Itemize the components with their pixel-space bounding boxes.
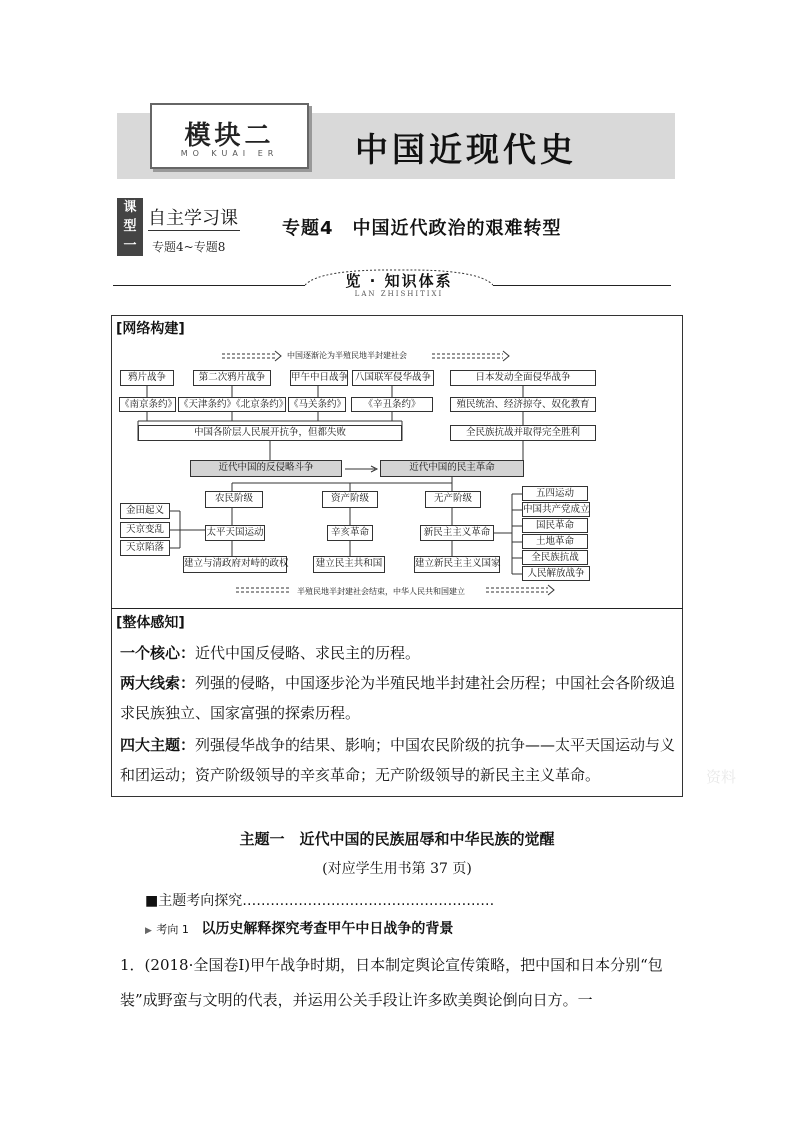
democratic-revolution-box: 近代中国的民主革命 (380, 460, 524, 477)
treaty-boxer: 《辛丑条约》 (351, 397, 433, 412)
lesson-tag (117, 198, 143, 256)
treaty-nanjing: 《南京条约》 (120, 399, 178, 410)
war-second-opium: 第二次鸦片战争 (193, 370, 271, 386)
direction-text: 以历史解释探究考查甲午中日战争的背景 (201, 921, 454, 937)
summary-text: 近代中国反侵略、求民主的历程。 (195, 644, 421, 662)
result-xinhai: 建立民主共和国 (313, 556, 385, 573)
treaty-tianjin-beijing: 《天津条约》《北京条约》 (179, 399, 289, 410)
stage-liberation-war: 人民解放战争 (522, 566, 590, 581)
result-taiping: 建立与清政府对峙的政权 (183, 556, 287, 573)
summary-line-themes (120, 730, 676, 790)
summary-text: 列强的侵略，中国逐步沦为半殖民地半封建社会历程；中国社会各阶级追求民族独立、国家富强的探索历程。 (120, 674, 676, 722)
movement-new-democratic: 新民主主义革命 (420, 525, 494, 541)
anti-aggression-box: 近代中国的反侵略斗争 (190, 460, 342, 477)
lesson-title: 自主学习课 (148, 208, 238, 229)
event-jintian: 金田起义 (120, 503, 170, 519)
lesson-tag-char: 课 (123, 200, 137, 215)
stage-national-revolution: 国民革命 (522, 518, 588, 533)
divider-left (113, 285, 305, 286)
frame-divider (111, 608, 683, 609)
class-peasant: 农民阶级 (205, 491, 263, 508)
module-romanization: MO KUAI ER (180, 149, 279, 158)
stage-land-revolution: 土地革命 (522, 534, 588, 549)
triangle-icon: ▶ (145, 926, 152, 936)
module-title: 中国近现代史 (355, 130, 577, 169)
war-sino-japanese: 甲午中日战争 (290, 370, 348, 386)
watermark: 资料 (706, 768, 737, 786)
question-1: 1．(2018·全国卷Ⅰ)甲午战争时期，日本制定舆论宣传策略，把中国和日本分别“包装”成野蛮与文明的代表，并运用公关手段让许多欧美舆论倒向日方。一 (120, 956, 663, 1009)
theme-title: 主题一 近代中国的民族屈辱和中华民族的觉醒 (239, 830, 555, 848)
top-note: 中国逐渐沦为半殖民地半封建社会 (287, 351, 407, 360)
bottom-note: 半殖民地半封建社会结束，中华人民共和国建立 (297, 587, 465, 596)
direction-tag: 考向 1 (156, 923, 189, 936)
direction-heading (145, 918, 453, 938)
treaty-shimonoseki: 《马关条约》 (289, 399, 347, 410)
network-label: [网络构建] (116, 321, 185, 337)
module-label: 模块二 (184, 121, 275, 151)
summary-label: [整体感知] (116, 615, 185, 631)
lesson-tag-char: 型 (123, 219, 137, 234)
topic-title: 专题4 中国近代政治的艰难转型 (282, 218, 562, 239)
movement-taiping: 太平天国运动 (205, 525, 265, 541)
module-badge (150, 103, 309, 169)
explore-heading: ■主题考向探究……………………………………………… (145, 893, 495, 909)
event-tianjing-incident: 天京变乱 (120, 522, 170, 538)
result-new-democratic: 建立新民主主义国家 (414, 556, 500, 573)
colonial-rule: 殖民统治、经济掠夺、奴化教育 (450, 397, 596, 412)
movement-xinhai: 辛亥革命 (327, 525, 373, 541)
summary-head: 两大线索： (120, 674, 196, 692)
summary-line-clues (120, 668, 676, 728)
war-opium: 鸦片战争 (120, 370, 174, 386)
theme-subtitle: (对应学生用书第 37 页) (322, 861, 472, 877)
summary-head: 一个核心： (120, 644, 196, 662)
summary-line-core (120, 638, 676, 668)
war-eight-nation: 八国联军侵华战争 (352, 370, 434, 386)
resistance-box: 中国各阶层人民展开抗争，但都失败 (138, 425, 402, 441)
lesson-range: 专题4~专题8 (152, 240, 226, 254)
class-bourgeois: 资产阶级 (322, 491, 378, 508)
stage-may-fourth: 五四运动 (522, 486, 588, 501)
lesson-divider (148, 230, 240, 231)
event-tianjing-fall: 天京陷落 (120, 540, 170, 556)
divider-right (493, 285, 671, 286)
stage-anti-japanese: 全民族抗战 (522, 550, 588, 565)
overview-title: 览 · 知识体系 (345, 272, 453, 290)
class-proletariat: 无产阶级 (425, 491, 481, 508)
war-japanese-invasion: 日本发动全面侵华战争 (450, 370, 596, 386)
victory-box: 全民族抗战并取得完全胜利 (450, 425, 596, 441)
summary-text: 列强侵华战争的结果、影响；中国农民阶级的抗争——太平天国运动与义和团运动；资产阶级领导的辛亥革命；无产阶级领导的新民主主义革命。 (120, 736, 676, 784)
lesson-tag-text (117, 198, 143, 255)
summary-head: 四大主题： (120, 736, 196, 754)
overview-romanization: LAN ZHISHITIXI (354, 290, 444, 298)
lesson-tag-char: 一 (123, 238, 137, 253)
stage-cpc-founded: 中国共产党成立 (523, 504, 590, 515)
